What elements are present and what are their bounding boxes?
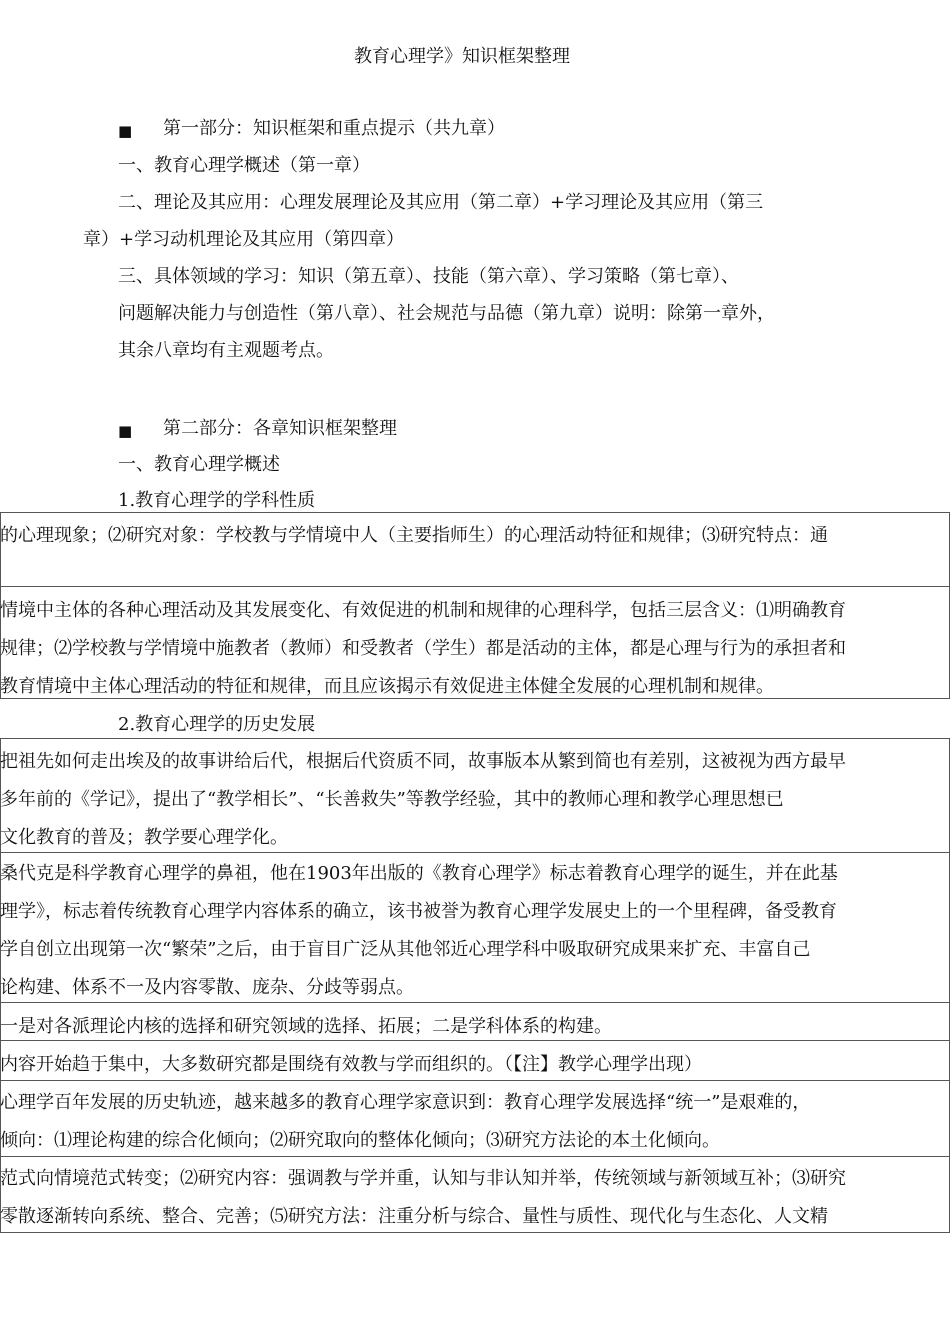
table-row: 一是对各派理论内核的选择和研究领域的选择、拓展；二是学科体系的构建。 xyxy=(0,1016,612,1037)
part1-line: 其余八章均有主观题考点。 xyxy=(118,340,334,361)
table-row: 情境中主体的各种心理活动及其发展变化、有效促进的机制和规律的心理科学，包括三层含义：⑴明确教育 xyxy=(0,600,846,621)
table-row: 零散逐渐转向系统、整合、完善；⑸研究方法：注重分析与综合、量性与质性、现代化与生态化、人文精 xyxy=(0,1206,828,1227)
section-heading: 2.教育心理学的历史发展 xyxy=(118,714,316,735)
section-heading: 1.教育心理学的学科性质 xyxy=(118,490,316,511)
part1-line: 章）+学习动机理论及其应用（第四章） xyxy=(83,229,405,250)
table-row: 规律；⑵学校教与学情境中施教者（教师）和受教者（学生）都是活动的主体，都是心理与行为的承担者和 xyxy=(0,638,846,659)
chapter-heading: 一、教育心理学概述 xyxy=(118,454,280,475)
page-title: 教育心理学》知识框架整理 xyxy=(354,46,570,67)
part1-bullet: ■ xyxy=(118,122,133,140)
part1-heading: 第一部分：知识框架和重点提示（共九章） xyxy=(163,118,505,139)
table-row: 把祖先如何走出埃及的故事讲给后代，根据后代资质不同，故事版本从繁到简也有差别，这被视为西方最早 xyxy=(0,751,846,772)
table-row: 桑代克是科学教育心理学的鼻祖，他在1903年出版的《教育心理学》标志着教育心理学的诞生，并在此基 xyxy=(0,863,838,884)
part1-line: 一、教育心理学概述（第一章） xyxy=(118,155,370,176)
part2-bullet: ■ xyxy=(118,422,133,440)
part1-line: 问题解决能力与创造性（第八章）、社会规范与品德（第九章）说明：除第一章外， xyxy=(118,303,775,324)
table-row: 学自创立出现第一次“繁荣”之后，由于盲目广泛从其他邻近心理学科中吸取研究成果来扩充、丰富自己 xyxy=(0,939,811,960)
part1-line: 三、具体领域的学习：知识（第五章）、技能（第六章）、学习策略（第七章）、 xyxy=(118,266,739,287)
part1-line: 二、理论及其应用：心理发展理论及其应用（第二章）+学习理论及其应用（第三 xyxy=(118,192,764,213)
table-row: 的心理现象；⑵研究对象：学校教与学情境中人（主要指师生）的心理活动特征和规律；⑶研究特点：通 xyxy=(0,525,828,546)
table-row: 论构建、体系不一及内容零散、庞杂、分歧等弱点。 xyxy=(0,977,414,998)
table-row: 教育情境中主体心理活动的特征和规律，而且应该揭示有效促进主体健全发展的心理机制和规律。 xyxy=(0,676,774,697)
table-row: 倾向：⑴理论构建的综合化倾向；⑵研究取向的整体化倾向；⑶研究方法论的本土化倾向。 xyxy=(0,1130,720,1151)
part2-heading: 第二部分：各章知识框架整理 xyxy=(163,418,397,439)
table-row: 理学》，标志着传统教育心理学内容体系的确立，该书被誉为教育心理学发展史上的一个里程碑，备受教育 xyxy=(0,901,837,922)
table-row: 范式向情境范式转变；⑵研究内容：强调教与学并重，认知与非认知并举，传统领域与新领域互补；⑶研究 xyxy=(0,1168,846,1189)
nature-table xyxy=(0,512,950,732)
table-row: 内容开始趋于集中，大多数研究都是围绕有效教与学而组织的。（【注】教学心理学出现） xyxy=(0,1054,702,1075)
table-row: 心理学百年发展的历史轨迹，越来越多的教育心理学家意识到：教育心理学发展选择“统一”是艰难的， xyxy=(0,1092,811,1113)
history-table xyxy=(0,738,950,1238)
table-row: 多年前的《学记》，提出了“教学相长”、“长善救失”等教学经验，其中的教师心理和教学心理思想已 xyxy=(0,789,784,810)
table-row: 文化教育的普及；教学要心理学化。 xyxy=(0,827,288,848)
